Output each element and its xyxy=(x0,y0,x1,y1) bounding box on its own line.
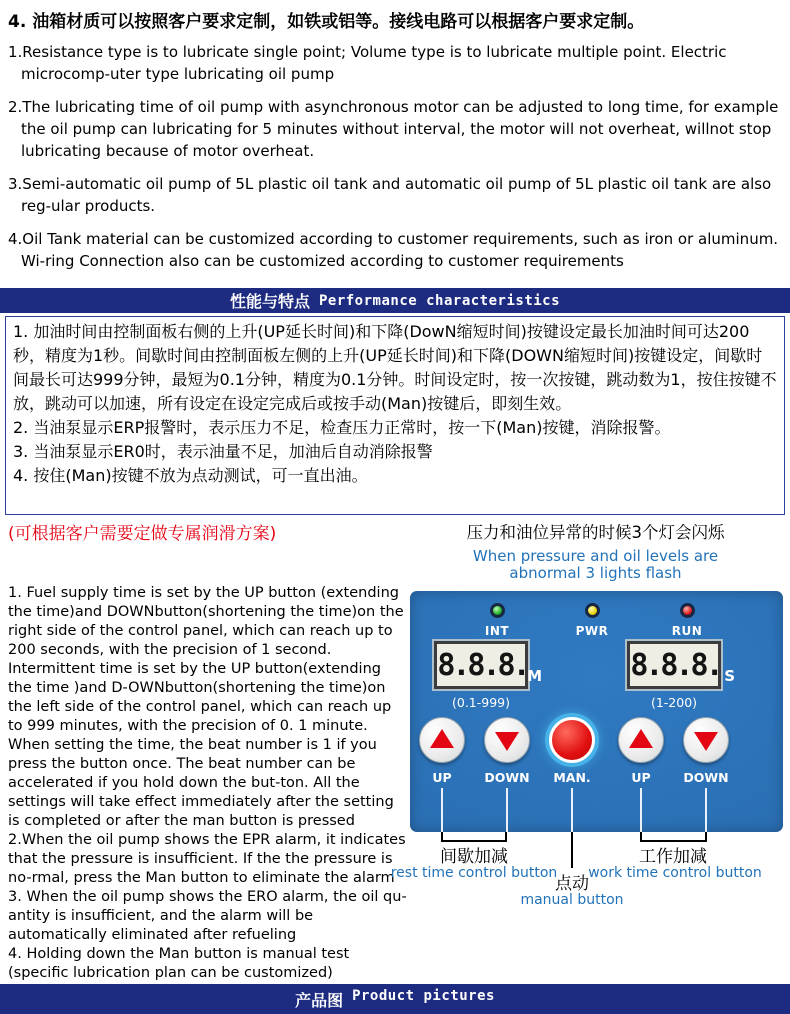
feature-en-3: 3. When the oil pump shows the ERO alarm, the oil qu-antity is insufficient, and the alarm will be automatically eliminated after refueling xyxy=(8,889,407,943)
rest-down-label: DOWN xyxy=(484,770,530,785)
seconds-digits: 8.8.8. xyxy=(630,647,721,683)
seconds-range: (1-200) xyxy=(650,695,698,710)
seconds-display-group xyxy=(627,641,735,710)
rest-callout-cn: 间歇加减 xyxy=(440,847,508,867)
rest-callout-en: rest time control button xyxy=(390,865,558,881)
product-pictures-section-header xyxy=(0,984,790,1014)
custom-plan-note: (可根据客户需要定做专属润滑方案) xyxy=(8,524,277,544)
run-light-label: RUN xyxy=(671,624,703,638)
callout-line xyxy=(571,788,573,832)
work-up-button[interactable] xyxy=(618,717,664,763)
work-callout-en: work time control button xyxy=(588,865,762,881)
intro-item-1: 1.Resistance type is to lubricate single point; Volume type is to lubricate multiple point. Electric microcomp-uter type lubricating oil pump xyxy=(8,43,727,83)
down-triangle-icon xyxy=(694,732,718,751)
work-up-label: UP xyxy=(631,770,651,785)
section-title-en: Performance characteristics xyxy=(318,292,561,309)
indicator-run xyxy=(652,603,722,638)
minutes-display-group xyxy=(434,641,542,710)
control-panel xyxy=(410,591,783,832)
intro-item-4: 4.Oil Tank material can be customized according to customer requirements, such as iron or aluminum. Wi-ring Connection also can be customized according to customer requirements xyxy=(8,230,779,270)
pwr-light-label: PWR xyxy=(575,624,609,638)
up-triangle-icon xyxy=(629,729,653,748)
rest-buttons-bracket xyxy=(441,832,507,842)
int-light-icon xyxy=(490,603,505,618)
intro-item-2: 2.The lubricating time of oil pump with asynchronous motor can be adjusted to long time, for example the oil pump can lubricating for 5 minutes without interval, the motor will not overheat, willnot stop lubricating because of motor overheat. xyxy=(8,98,779,160)
work-callout-cn: 工作加减 xyxy=(639,847,707,867)
intro-english-list xyxy=(8,41,786,283)
work-down-label: DOWN xyxy=(683,770,729,785)
down-triangle-icon xyxy=(495,732,519,751)
indicator-int xyxy=(462,603,532,638)
callout-line xyxy=(506,788,508,832)
rest-up-label: UP xyxy=(432,770,452,785)
feature-en-1: 1. Fuel supply time is set by the UP button (extending the time)and DOWNbutton(shortening the time)on the right side of the control panel, which can reach up to 200 seconds, with the precision of 1 second. Intermittent time is set by the UP button(extending the time )and D-OWNbutton(shortening the time)on the left side of the control panel, which can reach up to 999 minutes, with the precision of 0. 1 minute. When setting the time, the beat number is 1 if you press the button once. The beat number can be accelerated if you hold down the but-ton. All the settings will take effect immediately after the setting is completed or after the man button is pressed xyxy=(8,585,404,829)
features-box-cn xyxy=(5,316,785,515)
work-buttons-bracket xyxy=(640,832,707,842)
manual-callout-cn: 点动 xyxy=(555,874,589,894)
rest-up-button[interactable] xyxy=(419,717,465,763)
int-light-label: INT xyxy=(484,624,510,638)
rest-down-button[interactable] xyxy=(484,717,530,763)
feature-cn-1: 1. 加油时间由控制面板右侧的上升(UP延长时间)和下降(DowN缩短时间)按键设定最长加油时间可达200秒，精度为1秒。间歇时间由控制面板左侧的上升(UP延长时间)和下降(DOWN缩短时间)按键设定，间歇时间最长可达999分钟，最短为0.1分钟，精度为0.1分钟。时间设定时，按一次按键，跳动数为1，按住按键不放，跳动可以加速，所有设定在设定完成后或按手动(Man)按键后，即刻生效。 xyxy=(13,322,777,413)
feature-en-4: 4. Holding down the Man button is manual test xyxy=(8,946,350,962)
up-triangle-icon xyxy=(430,729,454,748)
pwr-light-icon xyxy=(585,603,600,618)
callout-line xyxy=(640,788,642,832)
performance-section-header xyxy=(0,288,790,313)
feature-cn-3: 3. 当油泵显示ER0时，表示油量不足，加油后自动消除报警 xyxy=(13,442,433,461)
feature-en-2: 2.When the oil pump shows the EPR alarm, it indicates that the pressure is insufficient. If the the pressure is no-rmal, press the Man button to eliminate the alarm xyxy=(8,832,406,886)
intro-item-3: 3.Semi-automatic oil pump of 5L plastic oil tank and automatic oil pump of 5L plastic oil tank are also reg-ular products. xyxy=(8,175,772,215)
minutes-digits: 8.8.8. xyxy=(437,647,528,683)
work-down-button[interactable] xyxy=(683,717,729,763)
manual-callout-en: manual button xyxy=(520,892,624,908)
feature-cn-2: 2. 当油泵显示ERP报警时，表示压力不足，检查压力正常时，按一下(Man)按键，消除报警。 xyxy=(13,418,671,437)
run-light-icon xyxy=(680,603,695,618)
minutes-range: (0.1-999) xyxy=(451,695,510,710)
feature-en-5: (specific lubrication plan can be customized) xyxy=(8,965,333,981)
man-button-callout-line xyxy=(571,832,573,868)
customization-heading-cn: 4. 油箱材质可以按照客户要求定制，如铁或铝等。接线电路可以根据客户要求定制。 xyxy=(8,12,645,32)
lights-warning-note xyxy=(408,519,783,582)
feature-cn-4: 4. 按住(Man)按键不放为点动测试，可一直出油。 xyxy=(13,466,368,485)
callout-line xyxy=(441,788,443,832)
man-button[interactable] xyxy=(549,717,595,763)
minutes-display xyxy=(434,641,542,689)
features-english xyxy=(8,584,409,983)
lights-warning-en-line1: When pressure and oil levels are xyxy=(472,547,719,565)
indicator-pwr xyxy=(557,603,627,638)
seconds-display xyxy=(627,641,735,689)
callout-line xyxy=(705,788,707,832)
seconds-unit: S xyxy=(724,667,735,685)
lights-warning-cn: 压力和油位异常的时候3个灯会闪烁 xyxy=(466,523,725,542)
bottom-title-en: Product pictures xyxy=(352,988,495,1004)
minutes-unit: M xyxy=(527,667,542,685)
lights-warning-en-line2: abnormal 3 lights flash xyxy=(509,564,682,582)
section-title-cn: 性能与特点 xyxy=(229,292,310,311)
bottom-title-cn: 产品图 xyxy=(295,991,344,1010)
man-label: MAN. xyxy=(553,770,591,785)
